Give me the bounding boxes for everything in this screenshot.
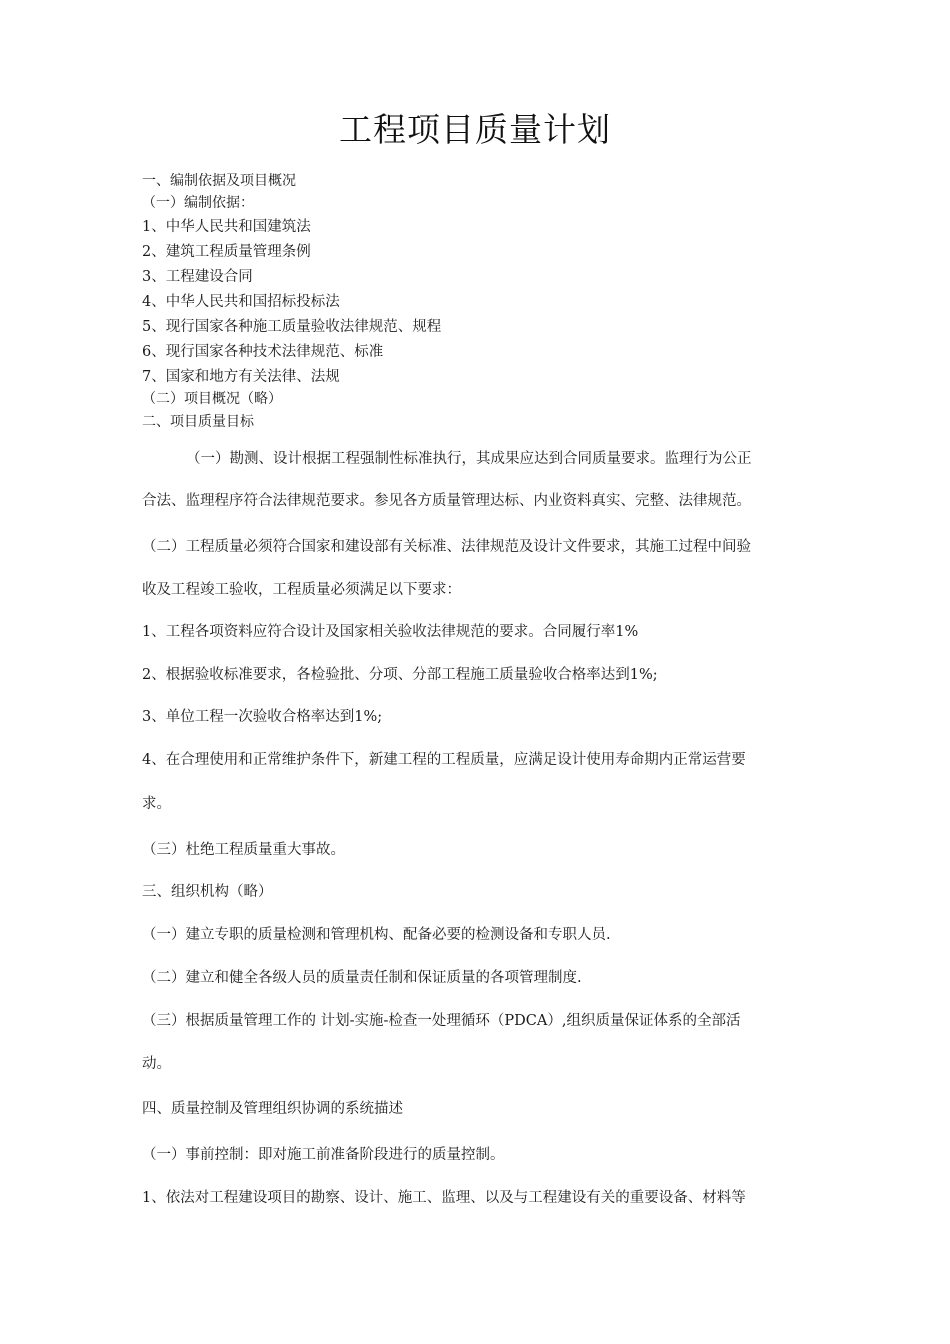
list-item: 4、中华人民共和国招标投标法 xyxy=(142,294,340,310)
subheading-overview: （二）项目概况（略） xyxy=(142,391,282,407)
paragraph-line: （三）杜绝工程质量重大事故。 xyxy=(142,842,345,858)
list-item: 1、依法对工程建设项目的勘察、设计、施工、监理、以及与工程建设有关的重要设备、材料等 xyxy=(142,1190,746,1206)
list-item: 7、国家和地方有关法律、法规 xyxy=(142,369,340,385)
paragraph-line: （三）根据质量管理工作的 计划-实施-检查一处理循环（PDCA）,组织质量保证体系的全部活 xyxy=(142,1013,741,1029)
list-item: 6、现行国家各种技术法律规范、标准 xyxy=(142,344,384,360)
section-heading-4: 四、质量控制及管理组织协调的系统描述 xyxy=(142,1101,403,1117)
list-item: 3、工程建设合同 xyxy=(142,269,253,285)
paragraph-line: （一）建立专职的质量检测和管理机构、配备必要的检测设备和专职人员. xyxy=(142,927,611,943)
list-item: 5、现行国家各种施工质量验收法律规范、规程 xyxy=(142,319,442,335)
list-item: 2、建筑工程质量管理条例 xyxy=(142,244,311,260)
subheading-basis: （一）编制依据： xyxy=(142,195,254,211)
list-item: 2、根据验收标准要求，各检验批、分项、分部工程施工质量验收合格率达到1%; xyxy=(142,667,658,683)
list-item: 1、中华人民共和国建筑法 xyxy=(142,219,311,235)
paragraph-line: 动。 xyxy=(142,1056,171,1072)
paragraph-line: 收及工程竣工验收，工程质量必须满足以下要求： xyxy=(142,582,461,598)
paragraph-line: 合法、监理程序符合法律规范要求。参见各方质量管理达标、内业资料真实、完整、法律规范。 xyxy=(142,493,751,509)
paragraph-line: （一）事前控制：即对施工前准备阶段进行的质量控制。 xyxy=(142,1147,505,1163)
list-item: 1、工程各项资料应符合设计及国家相关验收法律规范的要求。合同履行率1% xyxy=(142,624,639,640)
list-item: 3、单位工程一次验收合格率达到1%; xyxy=(142,709,383,725)
paragraph-line: （二）工程质量必须符合国家和建设部有关标准、法律规范及设计文件要求，其施工过程中间验 xyxy=(142,539,751,555)
list-item: 4、在合理使用和正常维护条件下，新建工程的工程质量，应满足设计使用寿命期内正常运营要 xyxy=(142,752,746,768)
section-heading-2: 二、项目质量目标 xyxy=(142,414,254,430)
section-heading-3: 三、组织机构（略） xyxy=(142,884,273,900)
section-heading-1: 一、编制依据及项目概况 xyxy=(142,173,296,189)
paragraph-line: （一）勘测、设计根据工程强制性标准执行，其成果应达到合同质量要求。监理行为公正 xyxy=(186,451,752,467)
paragraph-line: （二）建立和健全各级人员的质量责任制和保证质量的各项管理制度. xyxy=(142,970,582,986)
document-title: 工程项目质量计划 xyxy=(339,110,611,149)
paragraph-line: 求。 xyxy=(142,796,171,812)
